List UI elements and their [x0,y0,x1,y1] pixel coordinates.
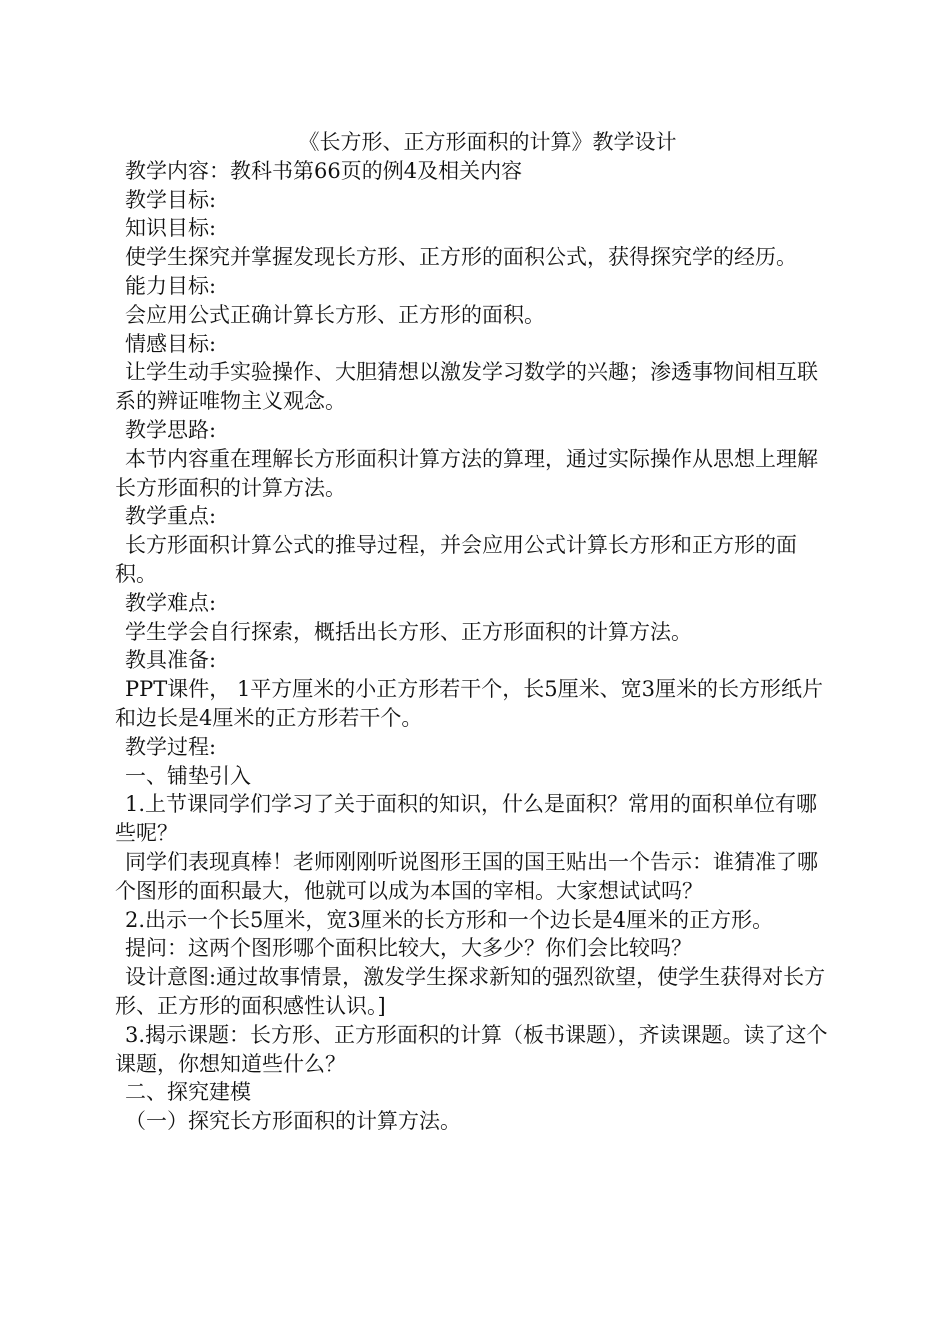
paragraph: 教学思路: [125,417,217,442]
paragraph: 3.揭示课题：长方形、正方形面积的计算（板书课题），齐读课题。读了这个课题，你想知道些什么？ [115,1022,828,1076]
paragraph: 教学重点: [125,504,217,529]
document-page [115,128,830,1136]
paragraph: 一、铺垫引入 [125,763,251,788]
paragraph: 本节内容重在理解长方形面积计算方法的算理，通过实际操作从思想上理解长方形面积的计算方法。 [115,446,818,500]
paragraph: 学生学会自行探索，概括出长方形、正方形面积的计算方法。 [125,619,692,644]
paragraph: 教学目标: [125,187,217,212]
paragraph: 情感目标: [125,331,217,356]
paragraph: 1.上节课同学们学习了关于面积的知识，什么是面积？常用的面积单位有哪些呢？ [115,792,818,846]
paragraph: 会应用公式正确计算长方形、正方形的面积。 [125,302,545,327]
paragraph: 能力目标: [125,273,217,298]
paragraph: PPT课件， 1平方厘米的小正方形若干个，长5厘米、宽3厘米的长方形纸片和边长是4厘米的正方形若干个。 [115,677,824,730]
paragraph: 提问：这两个图形哪个面积比较大，大多少？你们会比较吗？ [125,936,692,961]
document-body [115,157,830,1136]
paragraph: 教具准备: [125,648,217,673]
paragraph: 让学生动手实验操作、大胆猜想以激发学习数学的兴趣；渗透事物间相互联系的辨证唯物主义观念。 [115,360,818,414]
paragraph: 设计意图:通过故事情景，激发学生探求新知的强烈欲望，使学生获得对长方形、正方形的面积感性认识。] [115,965,826,1018]
paragraph: 使学生探究并掌握发现长方形、正方形的面积公式，获得探究学的经历。 [125,245,797,270]
paragraph: 知识目标: [125,216,217,241]
paragraph: 同学们表现真棒！老师刚刚听说图形王国的国王贴出一个告示：谁猜准了哪个图形的面积最大，他就可以成为本国的宰相。大家想试试吗？ [115,849,818,903]
paragraph: （一）探究长方形面积的计算方法。 [125,1109,461,1134]
paragraph: 二、探究建模 [125,1080,251,1105]
paragraph: 2.出示一个长5厘米，宽3厘米的长方形和一个边长是4厘米的正方形。 [125,907,774,932]
paragraph: 教学过程: [125,734,217,759]
paragraph: 教学难点: [125,590,217,615]
paragraph: 教学内容：教科书第66页的例4及相关内容 [125,158,523,183]
paragraph: 长方形面积计算公式的推导过程，并会应用公式计算长方形和正方形的面积。 [115,533,797,586]
document-title: 《长方形、正方形面积的计算》教学设计 [298,130,677,154]
